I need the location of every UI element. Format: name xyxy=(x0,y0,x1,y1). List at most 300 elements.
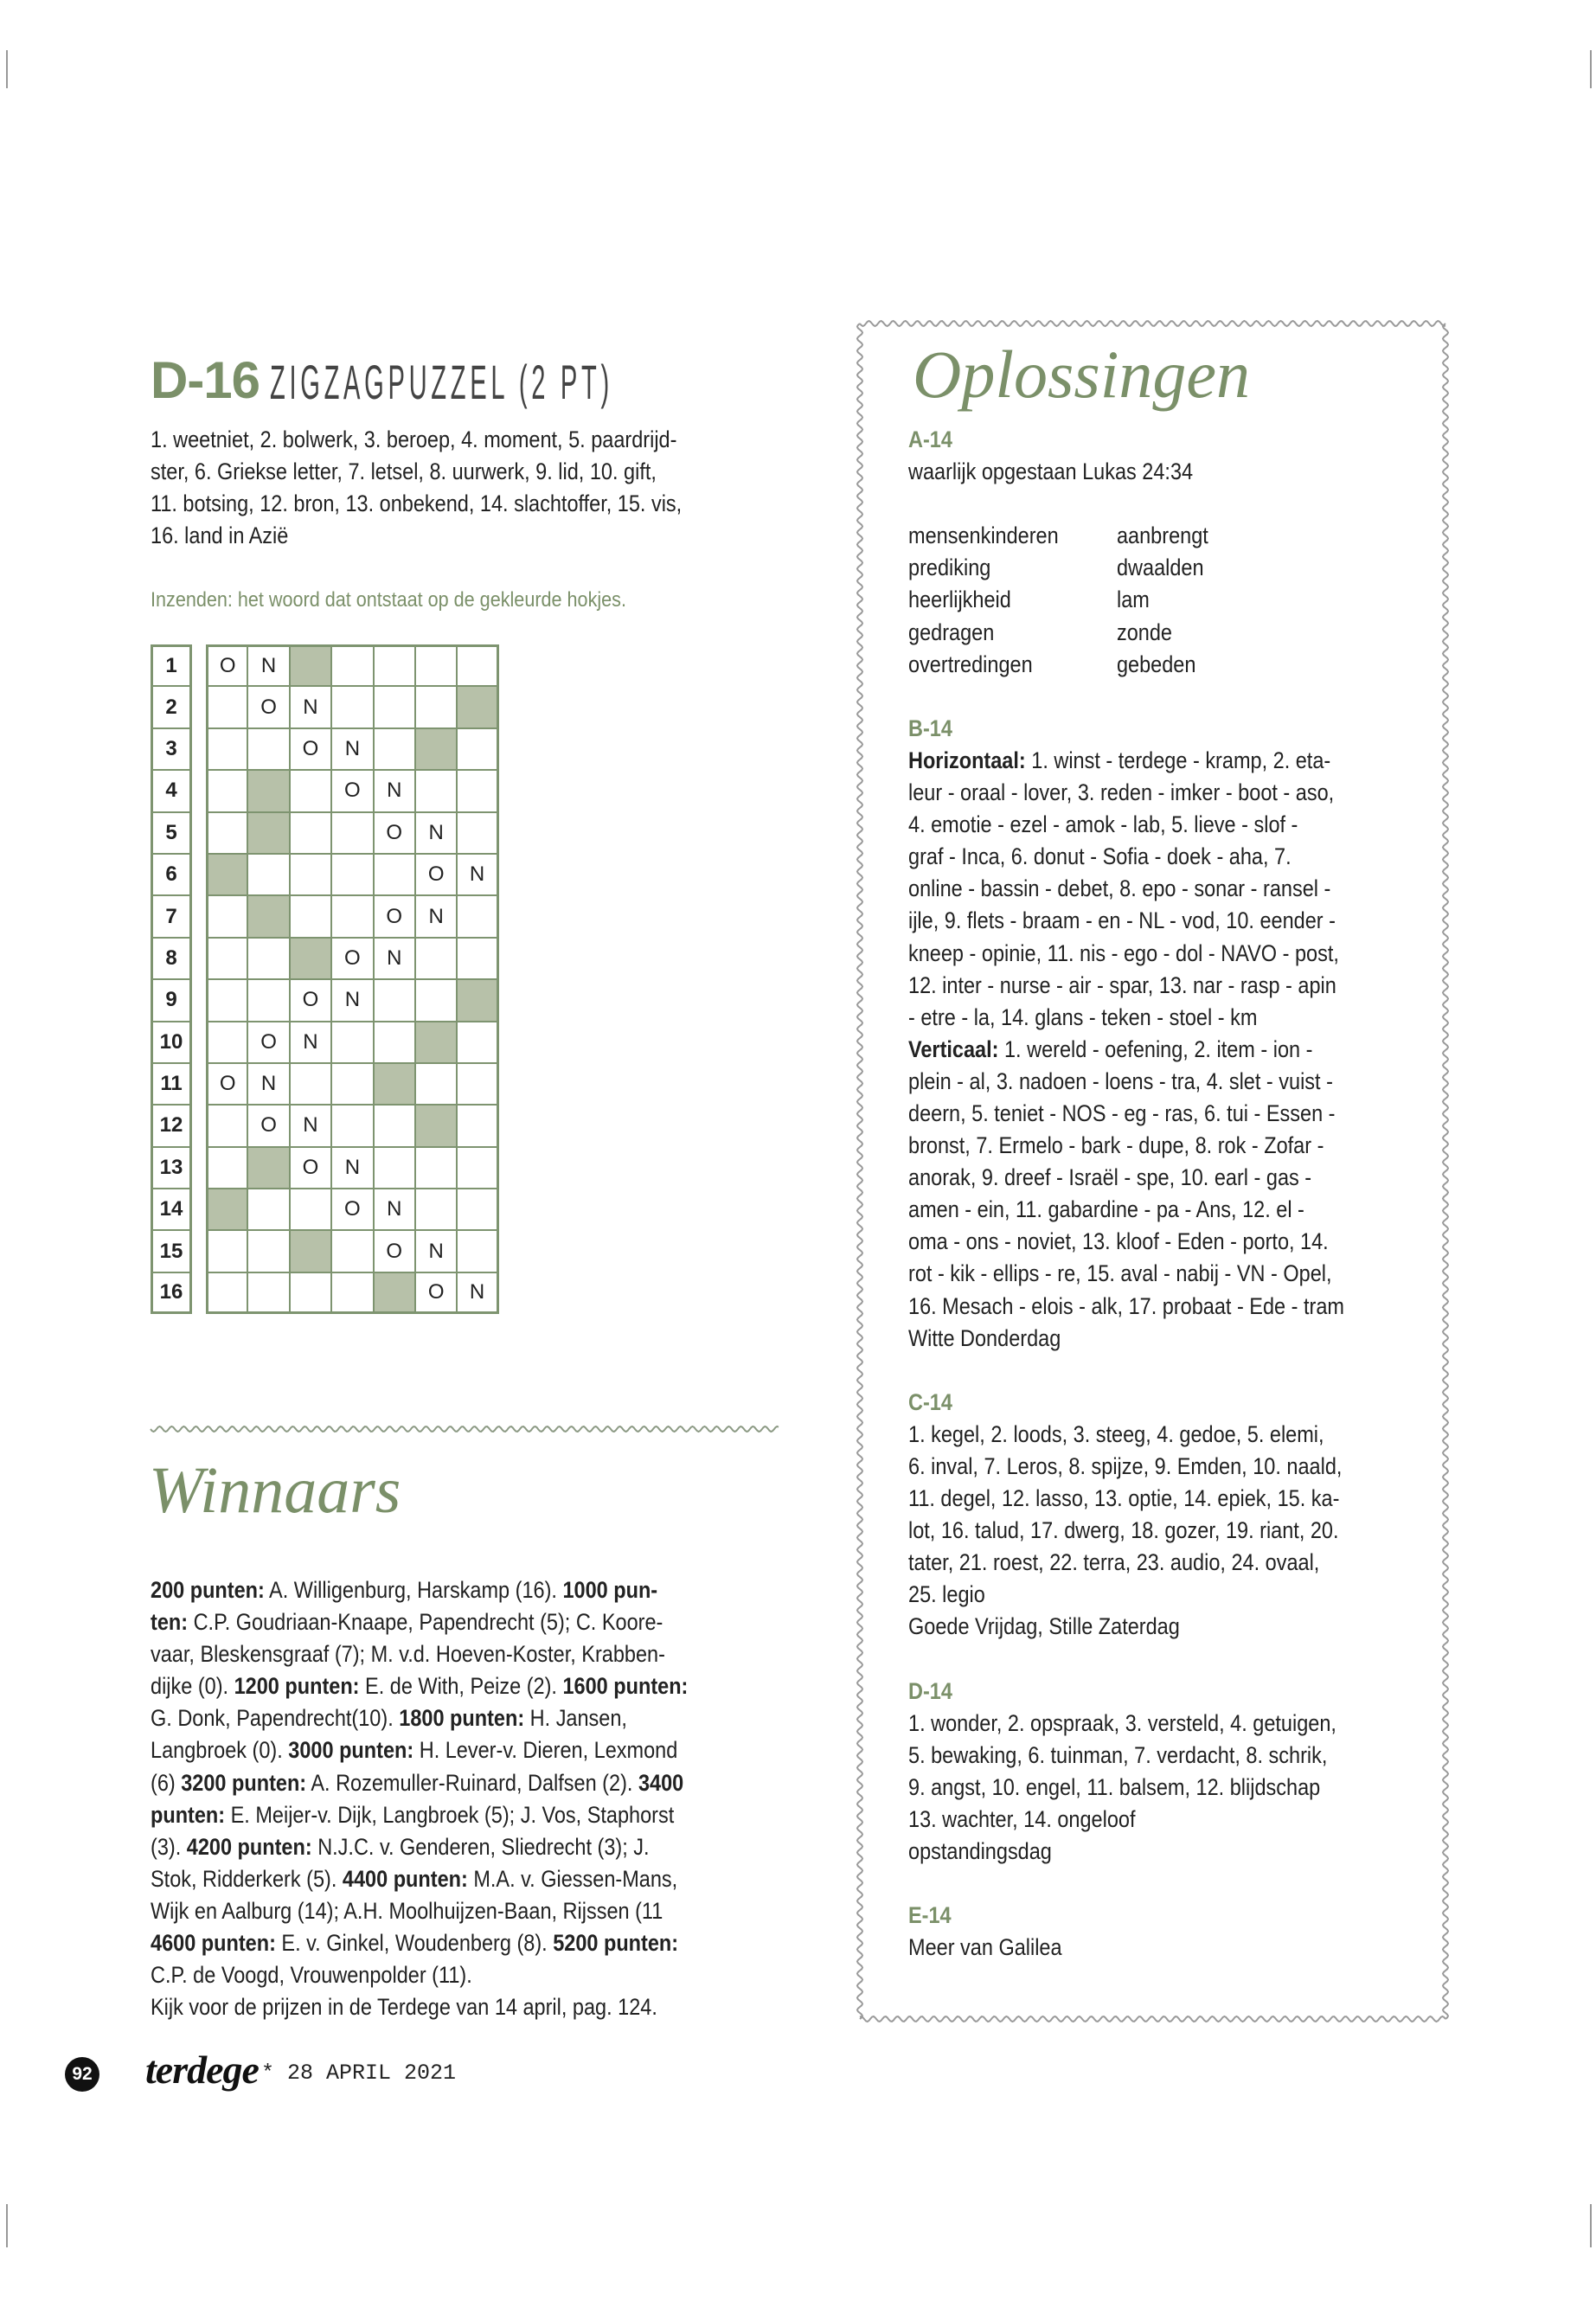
text-segment: E. de With, Peize (2). xyxy=(359,1673,563,1700)
text-line xyxy=(151,1799,688,1831)
text-line xyxy=(908,1291,1344,1323)
text-line xyxy=(908,1066,1344,1098)
grid-cell[interactable] xyxy=(457,1063,498,1105)
text-segment: 9. angst, 10. engel, 11. balsem, 12. blijdschap xyxy=(908,1773,1321,1800)
grid-cell[interactable] xyxy=(247,895,289,937)
row-number: 9 xyxy=(151,979,192,1021)
grid-cell[interactable] xyxy=(206,728,247,770)
grid-cell[interactable]: O xyxy=(247,686,289,727)
crop-mark xyxy=(6,2204,8,2247)
winners-title: Winnaars xyxy=(149,1454,401,1527)
grid-cell[interactable] xyxy=(415,1189,457,1230)
grid-cell[interactable] xyxy=(206,770,247,811)
grid-row xyxy=(151,686,499,727)
text-segment: (6) xyxy=(151,1769,182,1796)
row-number: 15 xyxy=(151,1230,192,1272)
grid-cell[interactable]: O xyxy=(331,770,373,811)
grid-cell[interactable] xyxy=(206,812,247,854)
grid-cell[interactable] xyxy=(331,644,373,686)
wavy-divider-line xyxy=(151,1426,779,1432)
grid-cell[interactable]: O xyxy=(247,1022,289,1063)
grid-cell[interactable] xyxy=(290,854,331,895)
bold-label: 1000 pun- xyxy=(562,1577,658,1603)
text-line xyxy=(908,1002,1344,1034)
spacer xyxy=(908,1644,1344,1676)
word-pair xyxy=(908,649,1344,681)
grid-cells xyxy=(206,1272,499,1314)
grid-cell[interactable] xyxy=(206,1230,247,1272)
solutions-title: Oplossingen xyxy=(913,336,1250,412)
grid-cells xyxy=(206,728,499,770)
grid-cell[interactable] xyxy=(415,1105,457,1146)
text-segment: kneep - opinie, 11. nis - ego - dol - NAVO - post, xyxy=(908,939,1339,966)
text-segment: E. v. Ginkel, Woudenberg (8). xyxy=(275,1930,554,1957)
text-line xyxy=(151,1991,688,2023)
grid-cell[interactable]: N xyxy=(374,1189,415,1230)
bold-label: Horizontaal: xyxy=(908,747,1026,773)
text-line xyxy=(151,1959,688,1991)
grid-cell[interactable]: N xyxy=(331,728,373,770)
grid-cell[interactable]: N xyxy=(290,686,331,727)
grid-cells xyxy=(206,1105,499,1146)
puzzle-clues xyxy=(151,424,761,552)
grid-cell[interactable]: N xyxy=(331,979,373,1021)
grid-row xyxy=(151,854,499,895)
grid-cell[interactable] xyxy=(415,770,457,811)
puzzle-code: D-16 xyxy=(151,351,260,409)
text-segment: 4. emotie - ezel - amok - lab, 5. lieve - slof - xyxy=(908,811,1298,838)
grid-cell[interactable] xyxy=(415,1063,457,1105)
solution-heading: C-14 xyxy=(908,1388,952,1415)
text-line xyxy=(908,970,1344,1002)
text-segment: H. Lever-v. Dieren, Lexmond xyxy=(413,1737,678,1764)
grid-cell[interactable] xyxy=(457,686,498,727)
text-segment: G. Donk, Papendrecht(10). xyxy=(151,1705,400,1732)
text-line xyxy=(908,745,1344,777)
text-line xyxy=(908,1611,1344,1643)
grid-cell[interactable] xyxy=(415,686,457,727)
grid-cell[interactable] xyxy=(331,854,373,895)
spacer xyxy=(908,681,1344,713)
grid-cell[interactable] xyxy=(457,1147,498,1189)
grid-cell[interactable] xyxy=(206,979,247,1021)
text-line xyxy=(908,1772,1344,1804)
text-line xyxy=(908,1804,1344,1836)
grid-cell[interactable]: N xyxy=(415,812,457,854)
text-line xyxy=(151,1863,688,1895)
text-segment: leur - oraal - lover, 3. reden - imker - boot - aso, xyxy=(908,779,1335,806)
grid-cell[interactable]: N xyxy=(415,1230,457,1272)
text-line xyxy=(908,938,1344,970)
text-segment: E. Meijer-v. Dijk, Langbroek (5); J. Vos, Staphorst xyxy=(225,1801,675,1828)
text-segment: ijle, 9. flets - braam - en - NL - vod, 10. eender - xyxy=(908,907,1336,934)
clue-line: ster, 6. Griekse letter, 7. letsel, 8. uurwerk, 9. lid, 10. gift, xyxy=(151,458,657,485)
grid-cell[interactable] xyxy=(331,812,373,854)
clue-line: 1. weetniet, 2. bolwerk, 3. beroep, 4. moment, 5. paardrijd- xyxy=(151,426,677,452)
word-pair xyxy=(908,520,1344,552)
text-segment: Kijk voor de prijzen in de Terdege van 14 april, pag. 124. xyxy=(151,1994,657,2021)
grid-cell[interactable]: O xyxy=(374,1230,415,1272)
grid-row xyxy=(151,1189,499,1230)
text-line xyxy=(151,1574,688,1606)
bold-label: 1600 punten: xyxy=(562,1673,689,1700)
text-segment: (3). xyxy=(151,1833,187,1860)
grid-cell[interactable] xyxy=(206,854,247,895)
grid-cell[interactable] xyxy=(206,895,247,937)
grid-cell[interactable]: O xyxy=(374,895,415,937)
text-segment: 1. winst - terdege - kramp, 2. eta- xyxy=(1025,747,1331,773)
crop-mark xyxy=(1590,2204,1592,2247)
grid-cell[interactable] xyxy=(247,1230,289,1272)
grid-cell[interactable] xyxy=(247,938,289,979)
grid-cell[interactable] xyxy=(247,1189,289,1230)
text-segment: 11. degel, 12. lasso, 13. optie, 14. epiek, 15. ka- xyxy=(908,1485,1340,1512)
grid-cell[interactable] xyxy=(331,895,373,937)
text-line xyxy=(151,1702,688,1734)
grid-row xyxy=(151,1272,499,1314)
issue-date xyxy=(261,2061,456,2086)
text-line xyxy=(908,1579,1344,1611)
grid-cell[interactable]: O xyxy=(331,938,373,979)
text-segment: Langbroek (0). xyxy=(151,1737,289,1764)
grid-cell[interactable] xyxy=(290,770,331,811)
bold-label: ten: xyxy=(151,1609,189,1636)
row-number: 10 xyxy=(151,1022,192,1063)
text-line xyxy=(908,1515,1344,1547)
text-line xyxy=(908,1226,1344,1258)
text-line xyxy=(151,1927,688,1959)
text-line xyxy=(151,1638,688,1670)
grid-cells xyxy=(206,1189,499,1230)
grid-cell[interactable] xyxy=(374,1063,415,1105)
grid-cell[interactable]: O xyxy=(247,1105,289,1146)
text-line xyxy=(908,809,1344,841)
bold-label: 3000 punten: xyxy=(288,1737,414,1764)
grid-cell[interactable] xyxy=(290,938,331,979)
clue-line: 16. land in Azië xyxy=(151,522,289,549)
grid-cells xyxy=(206,686,499,727)
word: prediking xyxy=(908,554,991,581)
row-number: 12 xyxy=(151,1105,192,1146)
text-line xyxy=(908,1194,1344,1226)
text-line xyxy=(908,1740,1344,1772)
text-line xyxy=(151,1606,688,1638)
grid-cells xyxy=(206,979,499,1021)
grid-cell[interactable] xyxy=(374,644,415,686)
wavy-divider xyxy=(147,1419,783,1439)
text-line xyxy=(908,1034,1344,1066)
grid-cell[interactable] xyxy=(206,1272,247,1314)
grid-cell[interactable]: O xyxy=(374,812,415,854)
row-number: 8 xyxy=(151,938,192,979)
grid-cell[interactable] xyxy=(457,979,498,1021)
text-segment: online - bassin - debet, 8. epo - sonar - ransel - xyxy=(908,875,1331,902)
text-segment: Goede Vrijdag, Stille Zaterdag xyxy=(908,1613,1180,1640)
word: heerlijkheid xyxy=(908,586,1011,613)
solution-heading: E-14 xyxy=(908,1902,952,1929)
grid-cell[interactable] xyxy=(457,895,498,937)
puzzle-name: ZIGZAGPUZZEL (2 PT) xyxy=(270,355,613,409)
text-segment: anorak, 9. dreef - Israël - spe, 10. earl - gas - xyxy=(908,1164,1312,1191)
text-line xyxy=(151,1767,688,1799)
winners-list xyxy=(151,1574,768,2023)
grid-cell[interactable] xyxy=(374,1147,415,1189)
grid-cell[interactable] xyxy=(290,644,331,686)
grid-cell[interactable] xyxy=(206,1189,247,1230)
grid-cell[interactable] xyxy=(206,938,247,979)
text-segment: lot, 16. talud, 17. dwerg, 18. gozer, 19. riant, 20. xyxy=(908,1517,1339,1544)
row-number: 6 xyxy=(151,854,192,895)
text-segment: tater, 21. roest, 22. terra, 23. audio, 24. ovaal, xyxy=(908,1549,1320,1576)
grid-cell[interactable] xyxy=(457,1105,498,1146)
grid-cells xyxy=(206,1022,499,1063)
grid-cell[interactable] xyxy=(457,728,498,770)
grid-cell[interactable] xyxy=(290,895,331,937)
grid-cell[interactable]: N xyxy=(247,644,289,686)
row-number: 14 xyxy=(151,1189,192,1230)
text-line xyxy=(908,1547,1344,1579)
grid-cell[interactable] xyxy=(415,728,457,770)
grid-cell[interactable] xyxy=(331,1063,373,1105)
text-segment: Witte Donderdag xyxy=(908,1324,1061,1351)
grid-cell[interactable] xyxy=(206,1022,247,1063)
text-line xyxy=(908,1483,1344,1515)
grid-cell[interactable] xyxy=(457,644,498,686)
grid-cells xyxy=(206,1230,499,1272)
text-line xyxy=(908,1162,1344,1194)
text-segment: plein - al, 3. nadoen - loens - tra, 4. slet - vuist - xyxy=(908,1067,1333,1094)
row-number: 7 xyxy=(151,895,192,937)
grid-cell[interactable] xyxy=(374,728,415,770)
grid-cell[interactable] xyxy=(331,1272,373,1314)
grid-cell[interactable] xyxy=(331,686,373,727)
text-line xyxy=(151,1831,688,1863)
grid-cell[interactable] xyxy=(331,1105,373,1146)
grid-cell[interactable] xyxy=(457,1022,498,1063)
grid-cell[interactable]: O xyxy=(206,1063,247,1105)
bold-label: 3200 punten: xyxy=(181,1769,307,1796)
text-line xyxy=(908,777,1344,809)
text-line xyxy=(908,841,1344,873)
puzzle-title xyxy=(151,350,930,411)
grid-cell[interactable] xyxy=(415,938,457,979)
text-segment: 1. wereld - oefening, 2. item - ion - xyxy=(998,1035,1313,1062)
bold-label: Verticaal: xyxy=(908,1035,999,1062)
grid-cell[interactable] xyxy=(457,1189,498,1230)
text-segment: M.A. v. Giessen-Mans, xyxy=(467,1865,678,1892)
grid-cell[interactable]: O xyxy=(331,1189,373,1230)
grid-cell[interactable] xyxy=(415,979,457,1021)
word-pair xyxy=(908,617,1344,649)
grid-cell[interactable]: O xyxy=(415,854,457,895)
grid-row xyxy=(151,1147,499,1189)
grid-row xyxy=(151,979,499,1021)
grid-cell[interactable]: O xyxy=(206,644,247,686)
grid-cell[interactable] xyxy=(415,1147,457,1189)
text-line xyxy=(151,1734,688,1766)
word-pair xyxy=(908,584,1344,616)
row-number: 3 xyxy=(151,728,192,770)
text-line xyxy=(908,905,1344,937)
grid-cell[interactable]: N xyxy=(290,1105,331,1146)
grid-cell[interactable] xyxy=(374,686,415,727)
grid-cell[interactable] xyxy=(331,1022,373,1063)
text-segment: 1. wonder, 2. opspraak, 3. versteld, 4. getuigen, xyxy=(908,1709,1336,1736)
text-segment: N.J.C. v. Genderen, Sliedrecht (3); J. xyxy=(311,1833,650,1860)
bold-label: 4600 punten: xyxy=(151,1930,276,1957)
word-pair xyxy=(908,552,1344,584)
text-segment: A. Willigenburg, Harskamp (16). xyxy=(264,1577,563,1603)
solutions-list xyxy=(908,424,1409,1965)
row-number: 16 xyxy=(151,1272,192,1314)
crop-mark xyxy=(6,50,8,88)
grid-cell[interactable] xyxy=(374,1022,415,1063)
date-text: 28 APRIL 2021 xyxy=(287,2061,457,2086)
grid-cell[interactable] xyxy=(206,1105,247,1146)
grid-cell[interactable]: O xyxy=(290,979,331,1021)
grid-cell[interactable] xyxy=(290,1272,331,1314)
terdege-logo: terdege xyxy=(145,2048,259,2092)
text-line xyxy=(908,1451,1344,1483)
text-segment: 12. inter - nurse - air - spar, 13. nar - rasp - apin xyxy=(908,971,1336,998)
spacer xyxy=(908,1355,1344,1387)
text-segment: 25. legio xyxy=(908,1581,985,1608)
grid-cell[interactable] xyxy=(290,1189,331,1230)
grid-cell[interactable] xyxy=(290,1063,331,1105)
text-line xyxy=(151,1895,688,1927)
text-segment: opstandingsdag xyxy=(908,1838,1052,1865)
grid-cell[interactable] xyxy=(457,938,498,979)
text-segment: - etre - la, 14. glans - teken - stoel - km xyxy=(908,1003,1258,1030)
grid-cell[interactable]: N xyxy=(374,938,415,979)
text-segment: Meer van Galilea xyxy=(908,1934,1062,1961)
grid-cell[interactable] xyxy=(247,854,289,895)
word: gebeden xyxy=(1116,651,1196,677)
text-segment: waarlijk opgestaan Lukas 24:34 xyxy=(908,458,1194,485)
grid-cell[interactable] xyxy=(290,1230,331,1272)
grid-cell[interactable] xyxy=(374,854,415,895)
text-line xyxy=(151,1670,688,1702)
row-number: 4 xyxy=(151,770,192,811)
grid-cell[interactable]: O xyxy=(290,728,331,770)
row-number: 5 xyxy=(151,812,192,854)
grid-row xyxy=(151,1022,499,1063)
grid-cell[interactable]: N xyxy=(374,770,415,811)
grid-row xyxy=(151,895,499,937)
grid-cell[interactable] xyxy=(290,812,331,854)
grid-cell[interactable]: N xyxy=(457,854,498,895)
grid-cells xyxy=(206,1147,499,1189)
text-line xyxy=(908,1258,1344,1290)
text-segment: H. Jansen, xyxy=(524,1705,627,1732)
bold-label: 4400 punten: xyxy=(342,1865,468,1892)
text-segment: 6. inval, 7. Leros, 8. spijze, 9. Emden, 10. naald, xyxy=(908,1453,1343,1479)
grid-cell[interactable] xyxy=(457,770,498,811)
grid-cell[interactable] xyxy=(374,1105,415,1146)
grid-cell[interactable] xyxy=(247,1147,289,1189)
grid-cell[interactable]: N xyxy=(290,1022,331,1063)
grid-cells xyxy=(206,644,499,686)
word: mensenkinderen xyxy=(908,522,1059,549)
text-line xyxy=(908,1098,1344,1130)
text-segment: 13. wachter, 14. ongeloof xyxy=(908,1806,1136,1833)
grid-cell[interactable]: N xyxy=(331,1147,373,1189)
row-number: 2 xyxy=(151,686,192,727)
grid-cell[interactable] xyxy=(374,1272,415,1314)
text-segment: amen - ein, 11. gabardine - pa - Ans, 12. el - xyxy=(908,1196,1304,1223)
bold-label: 1200 punten: xyxy=(234,1673,360,1700)
word: lam xyxy=(1116,586,1150,613)
text-line xyxy=(908,1419,1344,1451)
grid-cell[interactable] xyxy=(457,812,498,854)
solution-heading: D-14 xyxy=(908,1677,952,1704)
grid-cell[interactable] xyxy=(415,644,457,686)
text-segment: 5. bewaking, 6. tuinman, 7. verdacht, 8. schrik, xyxy=(908,1741,1328,1768)
grid-cell[interactable] xyxy=(206,686,247,727)
grid-cell[interactable]: N xyxy=(415,895,457,937)
grid-cell[interactable] xyxy=(247,770,289,811)
grid-cell[interactable]: N xyxy=(457,1272,498,1314)
grid-cell[interactable]: N xyxy=(247,1063,289,1105)
bold-label: 1800 punten: xyxy=(399,1705,525,1732)
grid-cell[interactable] xyxy=(247,812,289,854)
grid-cells xyxy=(206,1063,499,1105)
solution-heading: B-14 xyxy=(908,715,952,741)
spacer xyxy=(908,1868,1344,1900)
grid-cell[interactable] xyxy=(247,1272,289,1314)
text-line xyxy=(908,1323,1344,1355)
grid-cell[interactable]: O xyxy=(290,1147,331,1189)
grid-row xyxy=(151,1063,499,1105)
grid-cell[interactable] xyxy=(206,1147,247,1189)
bold-label: 3400 xyxy=(638,1769,684,1796)
text-line xyxy=(908,1932,1344,1964)
asterisk-separator: * xyxy=(261,2061,275,2086)
clue-line: 11. botsing, 12. bron, 13. onbekend, 14. slachtoffer, 15. vis, xyxy=(151,490,683,517)
grid-cells xyxy=(206,938,499,979)
grid-cell[interactable] xyxy=(374,979,415,1021)
zigzag-grid xyxy=(151,644,499,1314)
grid-cells xyxy=(206,770,499,811)
grid-cells xyxy=(206,895,499,937)
text-segment: A. Rozemuller-Ruinard, Dalfsen (2). xyxy=(306,1769,638,1796)
bold-label: 4200 punten: xyxy=(186,1833,312,1860)
row-number: 11 xyxy=(151,1063,192,1105)
text-segment: deern, 5. teniet - NOS - eg - ras, 6. tui - Essen - xyxy=(908,1099,1336,1126)
text-segment: Wijk en Aalburg (14); A.H. Moolhuijzen-Baan, Rijssen (11 xyxy=(151,1897,663,1924)
text-line xyxy=(908,456,1344,488)
row-number: 13 xyxy=(151,1147,192,1189)
grid-row xyxy=(151,1105,499,1146)
grid-cell[interactable] xyxy=(457,1230,498,1272)
word: overtredingen xyxy=(908,651,1033,677)
text-segment: bronst, 7. Ermelo - bark - dupe, 8. rok - Zofar - xyxy=(908,1132,1324,1159)
word: gedragen xyxy=(908,619,995,645)
grid-cell[interactable] xyxy=(415,1022,457,1063)
grid-cell[interactable] xyxy=(247,979,289,1021)
grid-row xyxy=(151,728,499,770)
grid-row xyxy=(151,938,499,979)
word: dwaalden xyxy=(1116,554,1204,581)
text-segment: rot - kik - ellips - re, 15. aval - nabij - VN - Opel, xyxy=(908,1260,1332,1287)
grid-cell[interactable] xyxy=(247,728,289,770)
grid-row xyxy=(151,812,499,854)
grid-cell[interactable]: O xyxy=(415,1272,457,1314)
grid-cell[interactable] xyxy=(331,1230,373,1272)
text-line xyxy=(908,1708,1344,1740)
submission-instruction: Inzenden: het woord dat ontstaat op de gekleurde hokjes. xyxy=(151,588,626,612)
grid-cells xyxy=(206,812,499,854)
